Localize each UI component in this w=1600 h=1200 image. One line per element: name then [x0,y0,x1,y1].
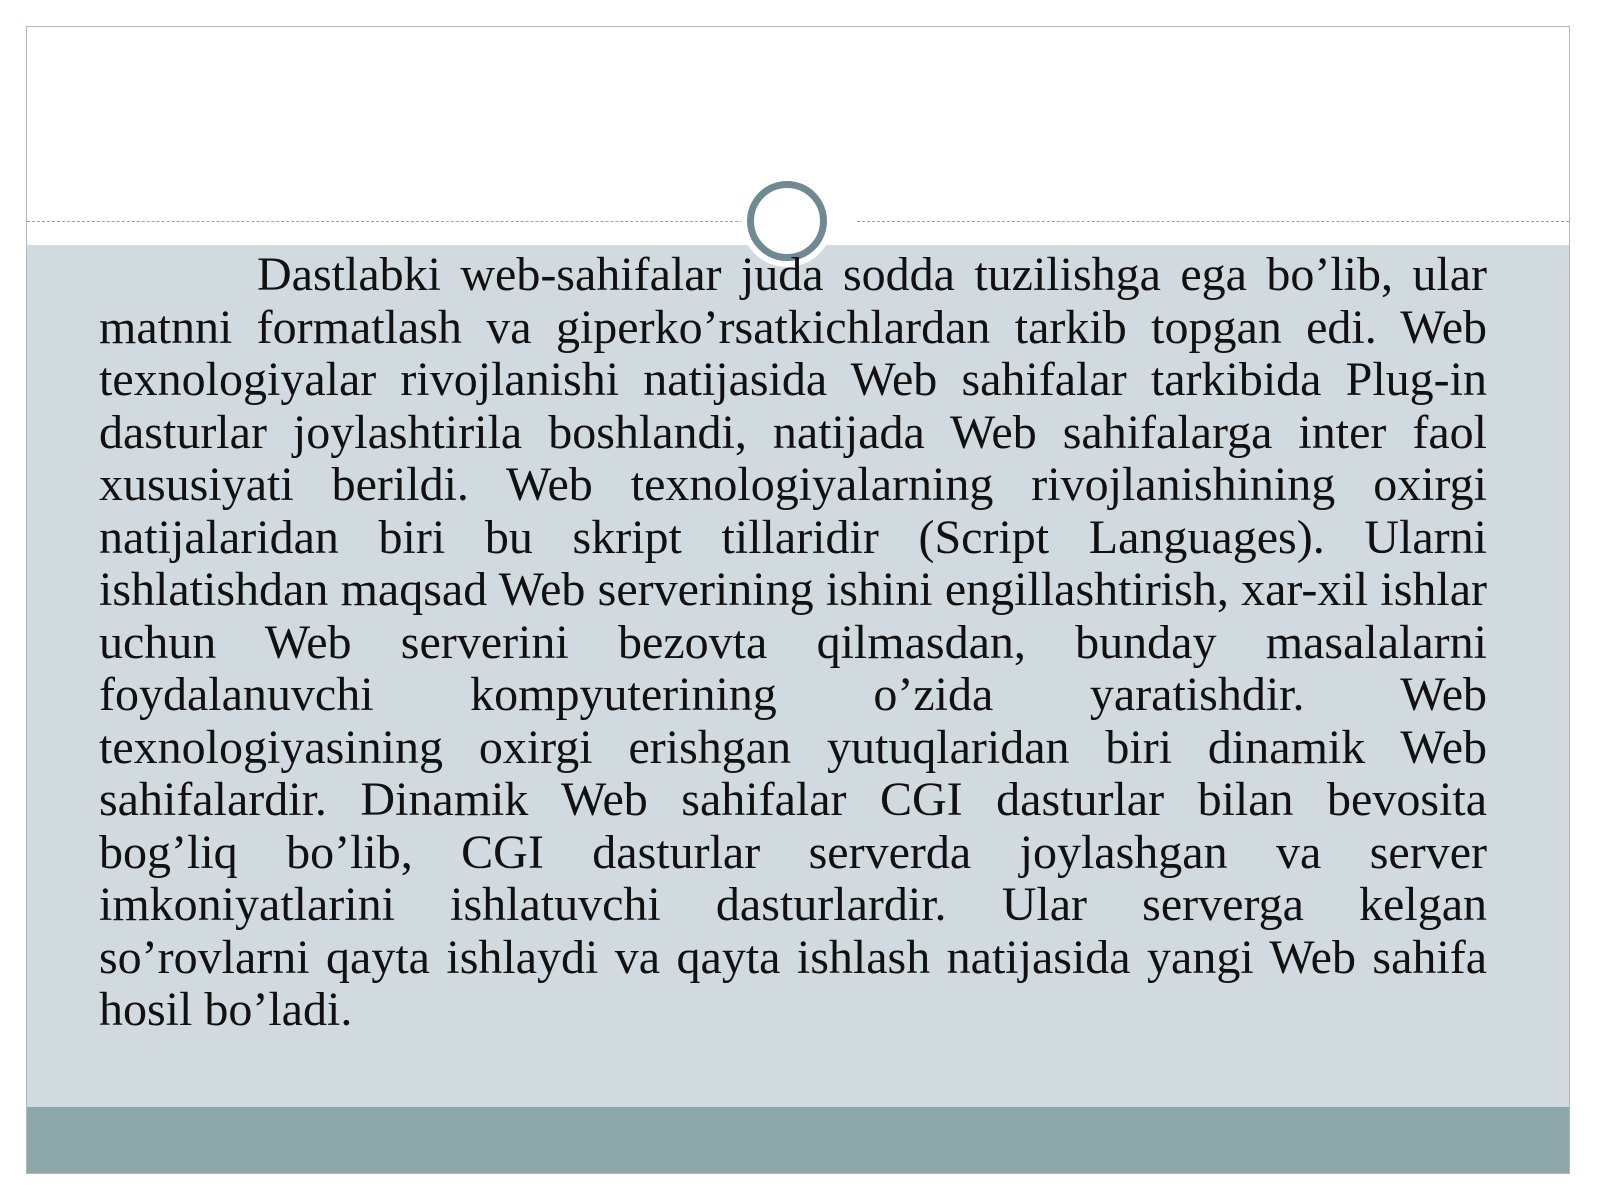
header-divider-right [857,221,1569,222]
footer-band [27,1107,1569,1174]
slide [26,26,1570,1174]
header-divider-left [27,221,743,222]
slide-body-text: Dastlabki web-sahifalar juda sodda tuzilishga ega bo’lib, ular matnni formatlash va giperko’rsatkichlardan tarkib topgan edi. Web texnologiyalar rivojlanishi natijasida Web sahifalar tarkibida Plug-in dasturlar joylashtirila boshlandi, natijada Web sahifalarga inter faol xususiyati berildi. Web texnologiyalarning rivojlanishining oxirgi natijalaridan biri bu skript tillaridir (Script Languages). Ularni ishlatishdan maqsad Web serverining ishini engillashtirish, xar-xil ishlar uchun Web serverini bezovta qilmasdan, bunday masalalarni foydalanuvchi kompyuterining o’zida yaratishdir. Web texnologiyasining oxirgi erishgan yutuqlaridan biri dinamik Web sahifalardir. Dinamik Web sahifalar CGI dasturlar bilan bevosita bog’liq bo’lib, CGI dasturlar serverda joylashgan va server imkoniyatlarini ishlatuvchi dasturlardir. Ular serverga kelgan so’rovlarni qayta ishlaydi va qayta ishlash natijasida yangi Web sahifa hosil bo’ladi. [99,248,1487,1036]
